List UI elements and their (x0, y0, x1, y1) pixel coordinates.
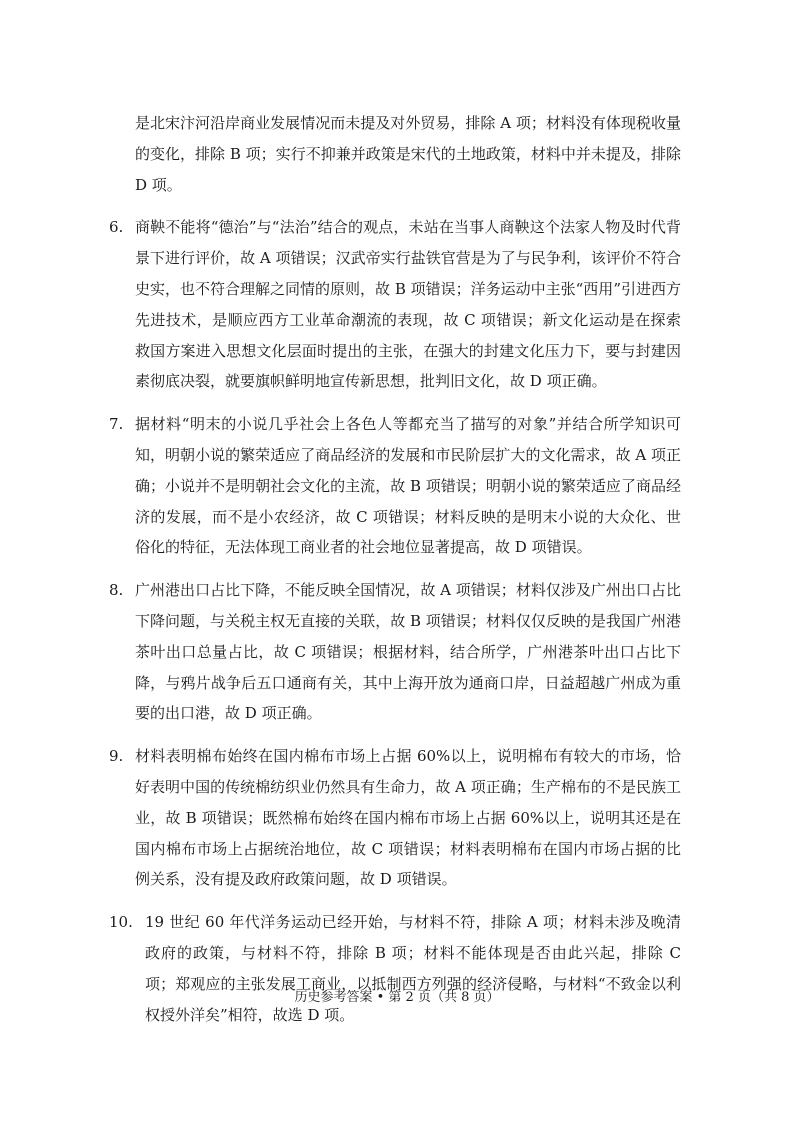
item-number: 9. (109, 747, 124, 766)
answer-content (109, 108, 681, 1030)
item-text: 据材料“明末的小说几乎社会上各色人等都充当了描写的对象”并结合所学知识可知，明朝小说的繁荣适应了商品经济的发展和市民阶层扩大的文化需求，故 A 项正确；小说并不是明朝社会文化的主流，故 B 项错误；明朝小说的繁荣适应了商品经济的发展，而不是小农经济，故 C 项错误；材料反映的是明末小说的大众化、世俗化的特征，无法体现工商业者的社会地位显著提高，故 D 项错误。 (135, 415, 681, 557)
item-number: 10. (109, 913, 133, 932)
answer-item-9 (109, 741, 681, 895)
item-number: 7. (109, 415, 124, 434)
answer-item-8 (109, 575, 681, 729)
answer-item-7 (109, 409, 681, 563)
item-text: 19 世纪 60 年代洋务运动已经开始，与材料不符，排除 A 项；材料未涉及晚清政府的政策，与材料不符，排除 B 项；材料不能体现是否由此兴起，排除 C 项；郑观应的主张发展工商业，以抵制西方列强的经济侵略，与材料“不致金以利权授外洋矣”相符，故选 D 项。 (145, 913, 681, 1024)
item-number: 8. (109, 581, 124, 600)
page-footer: 历史参考答案 • 第 2 页（共 8 页） (294, 990, 500, 1005)
answer-item-10 (109, 907, 681, 1030)
answer-item-6 (109, 212, 681, 397)
item-text: 广州港出口占比下降，不能反映全国情况，故 A 项错误；材料仅涉及广州出口占比下降问题，与关税主权无直接的关联，故 B 项错误；材料仅仅反映的是我国广州港茶叶出口总量占比，故 C 项错误；根据材料，结合所学，广州港茶叶出口占比下降，与鸦片战争后五口通商有关，其中上海开放为通商口岸，日益超越广州成为重要的出口港，故 D 项正确。 (135, 581, 681, 723)
item-text: 材料表明棉布始终在国内棉布市场上占据 60%以上，说明棉布有较大的市场，恰好表明中国的传统棉纺织业仍然具有生命力，故 A 项正确；生产棉布的不是民族工业，故 B 项错误；既然棉布始终在国内棉布市场上占据 60%以上，说明其还是在国内棉布市场上占据统治地位，故 C 项错误；材料表明棉布在国内市场占据的比例关系，没有提及政府政策问题，故 D 项错误。 (135, 747, 681, 889)
continuation-paragraph: 是北宋汴河沿岸商业发展情况而未提及对外贸易，排除 A 项；材料没有体现税收量的变化，排除 B 项；实行不抑兼并政策是宋代的土地政策，材料中并未提及，排除 D 项。 (135, 114, 681, 194)
item-number: 6. (109, 218, 124, 237)
item-text: 商鞅不能将“德治”与“法治”结合的观点，未站在当事人商鞅这个法家人物及时代背景下进行评价，故 A 项错误；汉武帝实行盐铁官营是为了与民争利，该评价不符合史实，也不符合理解之同情的原则，故 B 项错误；洋务运动中主张“西用”引进西方先进技术，是顺应西方工业革命潮流的表现，故 C 项错误；新文化运动是在探索救国方案进入思想文化层面时提出的主张，在强大的封建文化压力下，要与封建因素彻底决裂，就要旗帜鲜明地宣传新思想，批判旧文化，故 D 项正确。 (135, 218, 681, 391)
